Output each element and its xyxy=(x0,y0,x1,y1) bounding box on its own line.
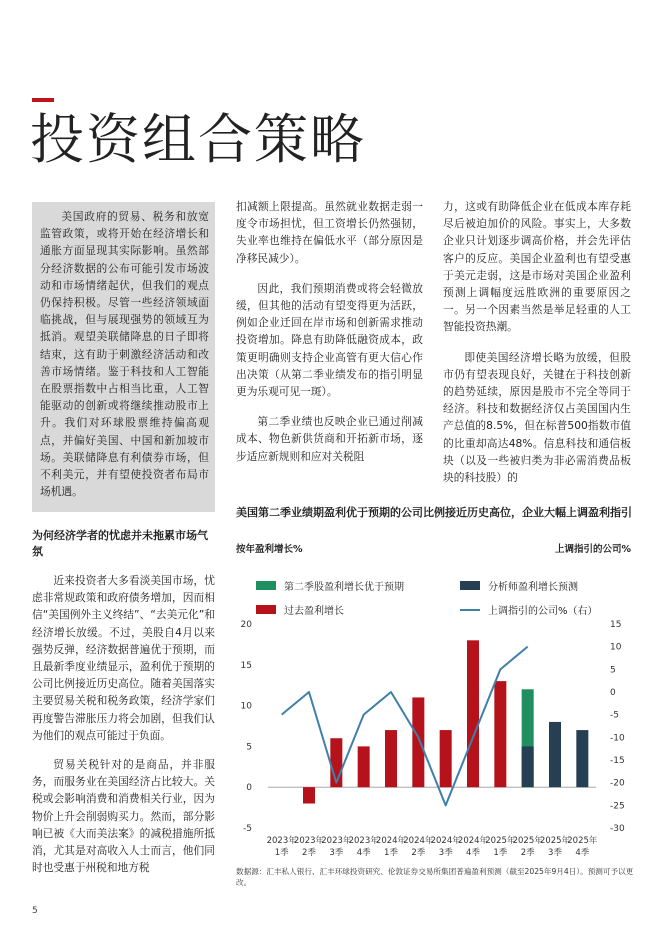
category-label-quarter: 2季 xyxy=(411,848,426,858)
category-label-year: 2023年 xyxy=(266,836,297,846)
page-number: 5 xyxy=(32,906,38,916)
right-axis-label: 上调指引的公司% xyxy=(554,544,631,555)
source-note: 数据源：汇丰私人银行、汇丰环球投资研究、伦敦证券交易所集团普遍盈利预测（截至2025年9月4日）。预测可予以更改。 xyxy=(236,867,634,887)
category-label-quarter: 1季 xyxy=(493,848,508,858)
bar xyxy=(385,730,397,787)
right-tick-label: 0 xyxy=(610,688,616,698)
category-label-quarter: 2季 xyxy=(302,848,316,858)
left-tick-label: 0 xyxy=(246,783,252,794)
paragraph: 第二季业绩也反映企业已通过削减成本、物色新供货商和开拓新市场，逐步适应新规则和应对关税阻 xyxy=(236,415,423,463)
summary-text: 美国政府的贸易、税务和放宽监管政策，或将开始在经济增长和通胀方面显现其实际影响。虽然部分经济数据的公布可能引发市场波动和市场情绪起伏，但我们的观点仍保持积极。尽管一些经济领域面临挑战，但与展现强势的领域互为抵消。观望美联储降息的日子即将结束，这有助于刺激经济活动和改善市场情绪。鉴于科技和人工智能在股票指数中占相当比重，人工智能驱动的创新或将继续推动股市上升。我们对环球股票维持偏高观点，并偏好美国、中国和新加坡市场。美联储降息有利债券市场，但不利美元，并有望使投资者布局市场机遇。 xyxy=(40,210,209,499)
legend-swatch xyxy=(256,605,276,614)
paragraph: 贸易关税针对的是商品，并非服务，而服务业在美国经济占比较大。关税或会影响消费和消费相关行业，因为物价上升会削弱购买力。然而，部分影响已被《大而美法案》的减税措施所抵消，尤其是对高收入人士而言，他们同时也受惠于州税和地方税 xyxy=(32,758,215,875)
paragraph: 近来投资者大多看淡美国市场，忧虑非常规政策和政府债务增加，因而相信“美国例外主义终结”、“去美元化”和经济增长放缓。不过，美股自4月以来强势反弹，经济数据普遍优于预期，而且最新季度业绩显示，盈利优于预期的公司比例接近历史高位。随着美国落实主要贸易关税和税务政策，经济学家们再度警告滞胀压力将会加剧，但我们认为他们的观点可能过于负面。 xyxy=(32,574,215,742)
paragraph: 因此，我们预期消费或将会轻微放缓，但其他的活动有望变得更为活跃，例如企业迁回在岸市场和创新需求推动投资增加。降息有助降低融资成本，政策更明确则支持企业高管有更大信心作出决策（从第二季业绩发布的指引明显更为乐观可见一斑）。 xyxy=(236,281,423,399)
left-tick-label: 5 xyxy=(246,742,252,753)
bar xyxy=(440,730,452,787)
right-tick-label: -30 xyxy=(610,824,625,834)
category-label-quarter: 2季 xyxy=(520,848,535,858)
bar xyxy=(576,730,588,787)
left-tick-label: -5 xyxy=(243,824,252,834)
right-tick-label: -20 xyxy=(610,778,625,789)
legend-label: 上调指引的公司%（右） xyxy=(488,606,598,617)
bar xyxy=(549,722,561,787)
bar xyxy=(494,681,506,787)
right-tick-label: -10 xyxy=(610,733,625,744)
right-tick-label: 15 xyxy=(610,620,622,630)
legend-label: 过去盈利增长 xyxy=(284,606,344,617)
category-label-year: 2024年 xyxy=(403,836,434,846)
category-label-year: 2025年 xyxy=(512,836,543,846)
text-column-3 xyxy=(443,198,631,499)
bar xyxy=(358,746,370,787)
left-axis-label: 按年盈利增长% xyxy=(236,544,303,555)
category-label-quarter: 3季 xyxy=(438,848,453,858)
title-accent-bar xyxy=(32,98,54,102)
chart-title: 美国第二季业绩期盈利优于预期的公司比例接近历史高位，企业大幅上调盈利指引 xyxy=(236,506,632,519)
right-tick-label: -5 xyxy=(610,710,619,721)
category-label-quarter: 1季 xyxy=(384,848,398,858)
page-title: 投资组合策略 xyxy=(30,108,366,171)
right-tick-label: 5 xyxy=(610,665,616,676)
category-label-year: 2024年 xyxy=(430,836,461,846)
left-tick-label: 20 xyxy=(240,620,252,630)
paragraph: 即使美国经济增长略为放缓，但股市仍有望表现良好，关键在于科技创新的趋势延续，原因是股市不完全等同于经济。科技和数据经济仅占美国国内生产总值的8.5%，但在标普500指数市值的比重却高达48%。信息科技和通信板块（以及一些被归类为非必需消费品板块的科技股）的 xyxy=(443,350,631,485)
earnings-chart xyxy=(236,560,636,862)
category-label-year: 2023年 xyxy=(348,836,379,846)
category-label-year: 2025年 xyxy=(485,836,516,846)
bar xyxy=(522,746,534,787)
text-column-2 xyxy=(236,198,423,478)
section-heading: 为何经济学者的忧虑并未拖累市场气氛 xyxy=(32,529,208,558)
category-label-year: 2023年 xyxy=(321,836,352,846)
right-tick-label: -25 xyxy=(610,801,625,812)
category-label-quarter: 3季 xyxy=(329,848,344,858)
category-label-quarter: 1季 xyxy=(274,848,289,858)
left-tick-label: 15 xyxy=(240,660,252,671)
left-tick-label: 10 xyxy=(240,701,252,712)
paragraph: 力，这或有助降低企业在低成本库存耗尽后被迫加价的风险。事实上，大多数企业只计划逐步调高价格，并会先评估客户的反应。美国企业盈利也有望受惠于美元走弱，这是市场对美国企业盈利预测上调幅度远胜欧洲的重要原因之一。另一个因素当然是举足轻重的人工智能投资热潮。 xyxy=(443,200,631,334)
legend-swatch xyxy=(256,581,276,590)
text-column-1 xyxy=(32,528,215,888)
legend-label: 第二季股盈利增长优于预期 xyxy=(284,582,404,593)
category-label-year: 2024年 xyxy=(457,836,489,846)
legend-label: 分析师盈利增长预测 xyxy=(488,582,578,593)
summary-box xyxy=(32,202,215,512)
right-tick-label: -15 xyxy=(610,756,625,766)
bar xyxy=(467,640,479,787)
paragraph: 扣减额上限提高。虽然就业数据走弱一度令市场担忧，但工资增长仍然强韧，失业率也维持在偏低水平（部分原因是净移民减少）。 xyxy=(236,200,423,265)
bar xyxy=(303,787,315,803)
category-label-year: 2025年 xyxy=(567,836,598,846)
category-label-quarter: 4季 xyxy=(466,848,480,858)
category-label-quarter: 4季 xyxy=(356,848,371,858)
bar xyxy=(412,697,424,787)
category-label-quarter: 4季 xyxy=(575,848,590,858)
category-label-quarter: 3季 xyxy=(548,848,562,858)
series-line xyxy=(282,647,528,806)
right-tick-label: 10 xyxy=(610,642,622,653)
category-label-year: 2025年 xyxy=(539,836,571,846)
category-label-year: 2023年 xyxy=(293,836,325,846)
legend-swatch xyxy=(460,581,480,590)
category-label-year: 2024年 xyxy=(375,836,407,846)
